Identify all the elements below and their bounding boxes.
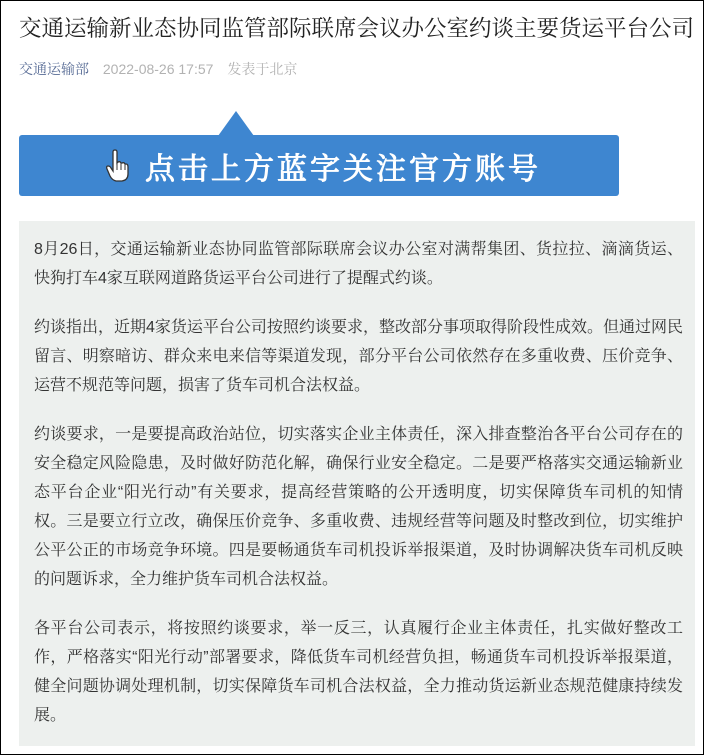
article-meta [19, 58, 297, 80]
article-body [19, 221, 695, 746]
body-paragraph: 约谈指出，近期4家货运平台公司按照约谈要求，整改部分事项取得阶段性成效。但通过网民留言、明察暗访、群众来电来信等渠道发现，部分平台公司依然存在多重收费、压价竞争、运营不规范等问题，损害了货车司机合法权益。 [34, 319, 683, 394]
banner-pointer-triangle [218, 111, 254, 136]
follow-account-banner[interactable] [19, 135, 619, 196]
body-paragraph: 约谈要求，一是要提高政治站位，切实落实企业主体责任，深入排查整治各平台公司存在的安全稳定风险隐患，及时做好防范化解，确保行业安全稳定。二是要严格落实交通运输新业态平台企业“阳光行动”有关要求，提高经营策略的公开透明度，切实保障货车司机的知情权。三是要立行立改，确保压价竞争、多重收费、违规经营等问题及时整改到位，切实维护公平公正的市场竞争环境。四是要畅通货车司机投诉举报渠道，及时协调解决货车司机反映的问题诉求，全力维护货车司机合法权益。 [34, 426, 683, 588]
article-title: 交通运输新业态协同监管部际联席会议办公室约谈主要货运平台公司 [19, 16, 695, 41]
account-name-link[interactable]: 交通运输部 [19, 61, 89, 77]
publish-location: 发表于北京 [227, 61, 298, 77]
publish-time: 2022-08-26 17:57 [102, 61, 214, 77]
banner-label: 点击上方蓝字关注官方账号 [145, 152, 541, 186]
pointing-hand-icon [103, 148, 133, 184]
body-paragraph: 各平台公司表示，将按照约谈要求，举一反三，认真履行企业主体责任，扎实做好整改工作，严格落实“阳光行动”部署要求，降低货车司机经营负担，畅通货车司机投诉举报渠道，健全问题协调处理机制，切实保障货车司机合法权益，全力推动货运新业态规范健康持续发展。 [34, 620, 683, 724]
body-paragraph: 8月26日，交通运输新业态协同监管部际联席会议办公室对满帮集团、货拉拉、滴滴货运、快狗打车4家互联网道路货运平台公司进行了提醒式约谈。 [34, 241, 683, 287]
